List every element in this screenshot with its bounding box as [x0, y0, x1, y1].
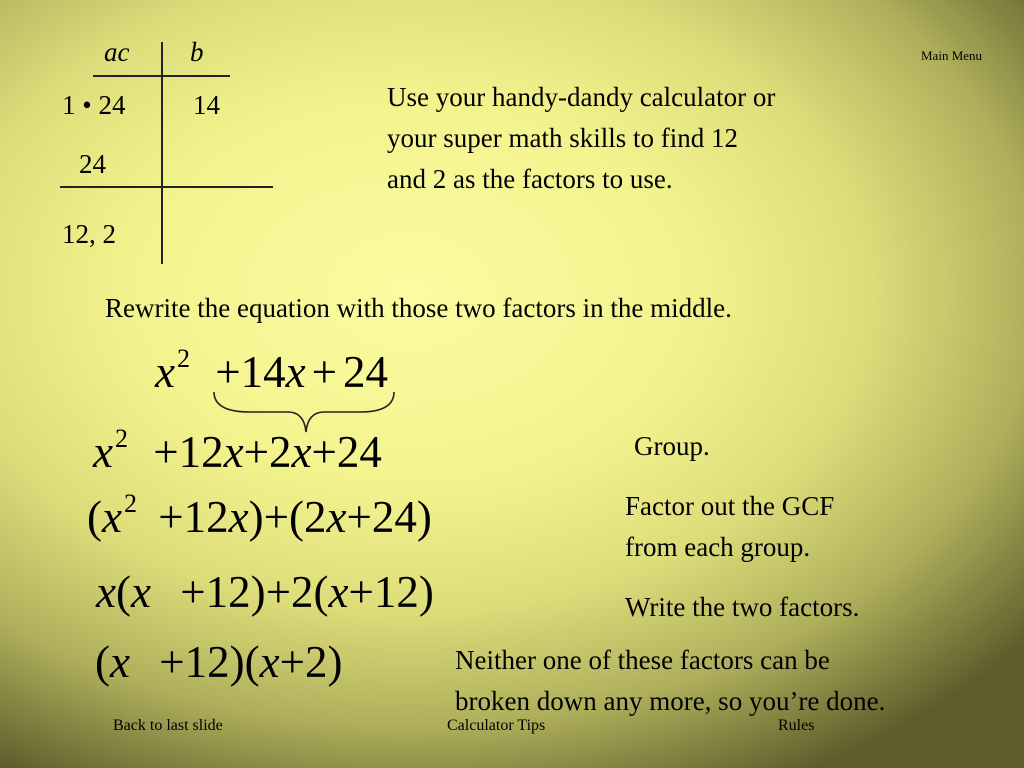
math-exponent: 2 [176, 344, 190, 373]
math-var: x [291, 427, 312, 477]
factor-gcf-line-2: from each group. [625, 532, 811, 562]
math-term: +12 [158, 492, 229, 542]
group-instruction: Group. [634, 431, 710, 461]
math-var: x [223, 427, 244, 477]
rewrite-instruction: Rewrite the equation with those two factors in the middle. [105, 293, 732, 323]
math-term: +2 [243, 427, 292, 477]
math-close-paren: ) [248, 492, 264, 542]
factor-gcf-line-1: Factor out the GCF [625, 491, 835, 521]
table-row3-ac: 12, 2 [62, 219, 116, 249]
math-term: +24 [311, 427, 382, 477]
math-var: x [130, 567, 151, 617]
table-middle-line [60, 186, 273, 188]
intro-line-1: Use your handy-dandy calculator or [387, 82, 776, 112]
factor-gcf-instruction [625, 486, 834, 568]
math-var: x [285, 347, 306, 397]
done-line-1: Neither one of these factors can be [455, 645, 830, 675]
intro-line-3: and 2 as the factors to use. [387, 164, 673, 194]
back-link[interactable]: Back to last slide [113, 717, 223, 734]
math-term: +(2 [263, 492, 327, 542]
math-var: x [326, 492, 347, 542]
math-var: x [96, 567, 116, 617]
math-term: +12) [348, 567, 434, 617]
math-var: x [102, 492, 122, 542]
math-term: +12 [153, 427, 224, 477]
math-open-paren: ( [95, 637, 110, 687]
done-line-2: broken down any more, so you’re done. [455, 686, 886, 716]
math-exponent: 2 [114, 424, 128, 453]
math-var: x [93, 427, 113, 477]
math-operator: + [311, 347, 337, 397]
equation-gcf-factored [96, 567, 434, 617]
math-var: x [110, 637, 130, 687]
table-row1-ac: 1 • 24 [62, 90, 126, 120]
table-header-ac: ac [104, 37, 130, 67]
math-var: x [328, 567, 349, 617]
table-row1-b: 14 [193, 90, 220, 120]
math-open-paren: ( [115, 567, 131, 617]
math-term: +2( [265, 567, 329, 617]
math-term: +2) [279, 637, 343, 687]
write-factors-instruction: Write the two factors. [625, 592, 860, 622]
calculator-tips-link[interactable]: Calculator Tips [447, 717, 546, 734]
table-header-line [93, 75, 230, 77]
math-var: x [155, 347, 175, 397]
done-instruction [455, 640, 885, 722]
intro-line-2: your super math skills to find 12 [387, 123, 738, 153]
equation-original [155, 344, 388, 397]
math-term: +14 [215, 347, 286, 397]
math-exponent: 2 [123, 489, 137, 518]
table-header-b: b [190, 37, 204, 67]
math-term: 24 [343, 347, 388, 397]
math-var: x [259, 637, 280, 687]
math-term: +12) [180, 567, 266, 617]
math-term: +12)( [159, 637, 260, 687]
main-menu-link[interactable]: Main Menu [921, 48, 983, 63]
math-var: x [228, 492, 249, 542]
intro-instruction [387, 77, 775, 200]
equation-split [93, 424, 382, 477]
math-open-paren: ( [87, 492, 102, 542]
math-term: +24) [346, 492, 432, 542]
table-row2-ac: 24 [79, 149, 106, 179]
equation-grouped [87, 489, 432, 542]
rules-link[interactable]: Rules [778, 717, 815, 734]
equation-final-factors [95, 637, 343, 687]
